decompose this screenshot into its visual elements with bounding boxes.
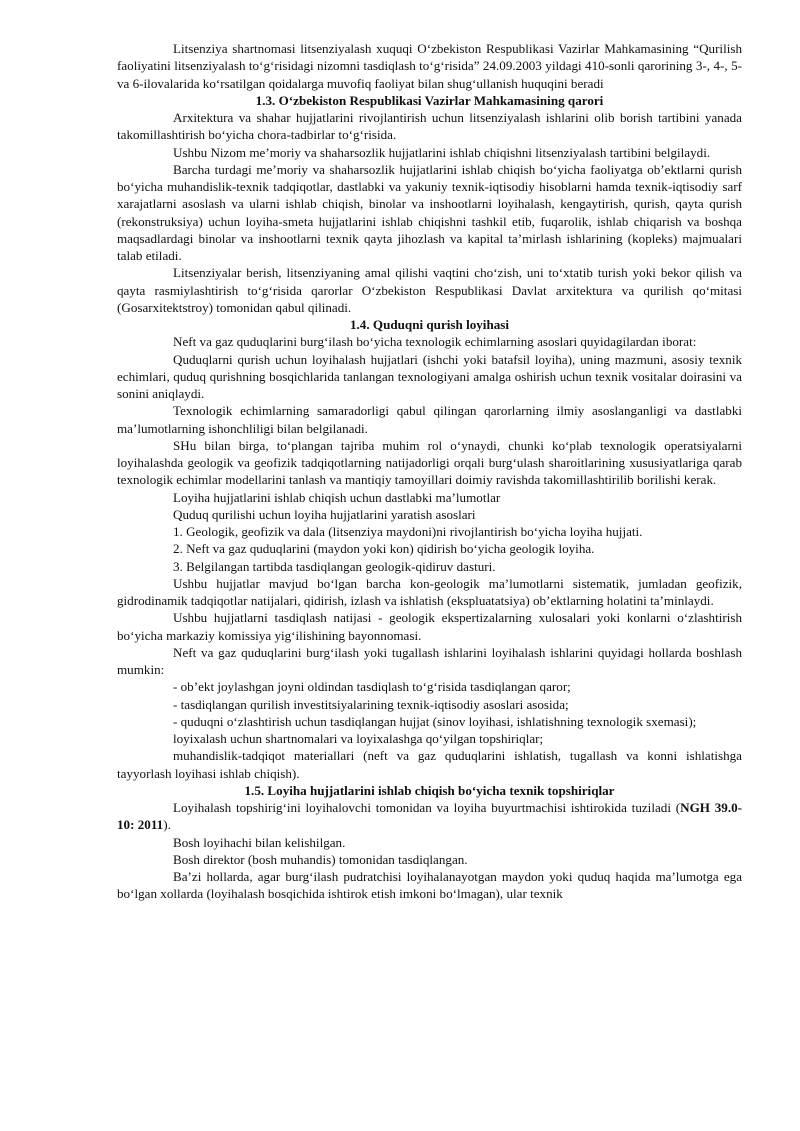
paragraph: Bosh loyihachi bilan kelishilgan. (173, 834, 346, 850)
list-item: - ob’ekt joylashgan joyni oldindan tasdiqlash to‘g‘risida tasdiqlangan qaror; (173, 679, 571, 695)
paragraph: SHu bilan birga, to‘plangan tajriba muhim rol o‘ynaydi, chunki ko‘plab texnologik operatsiyalarni loyihalashda geologik va geofizik tadqiqotlarning natijadorligi orqali burg‘ulash sharoitlarining xususiyatlariga qarab texnologik echimlar modellarini tanlash va mantiqiy tamoyillari doimiy ravishda takomillashtirilib borilishi kerak. (117, 437, 742, 488)
paragraph: Litsenziyalar berish, litsenziyaning amal qilishi vaqtini cho‘zish, uni to‘xtatib turish yoki bekor qilish va qayta rasmiylashtirish to‘g‘risida qarorlar O‘zbekiston Respublikasi Davlat arxitektura va qurilish qo‘mitasi (Gosarxitektstroy) tomonidan qabul qilinadi. (117, 265, 742, 315)
paragraph: Texnologik echimlarning samaradorligi qabul qilingan qarorlarning ilmiy asoslanganligi va dastlabki ma’lumotlarning ishonchliligi bilan belgilanadi. (117, 403, 742, 436)
paragraph: Barcha turdagi me’moriy va shaharsozlik hujjatlarini ishlab chiqish bo‘yicha faoliyatga ob’ektlarni qurish bo‘yicha muhandislik-texnik tadqiqotlar, dastlabki va yakuniy texnik-iqtisodiy hisoblarni hamda texnik-iqtisodiy sarf xarajatlarni asoslash va ularni ishlab chiqish, binolar va inshootlarni loyihalash, kengaytirish, qurish, qayta qurish (rekonstruksiya) uchun loyiha-smeta hujjatlarini ishlab chiqishni tashkil etib, fuqarolik, ishlab chiqarish va boshqa maqsadlardagi binolar va inshootlarni texnik qayta jihozlash va kapital ta’mirlash ishlarining (kopleks) majmualari talab etiladi. (117, 161, 742, 263)
list-item: 1. Geologik, geofizik va dala (litsenziya maydoni)ni rivojlantirish bo‘yicha loyiha hujjati. (173, 524, 643, 539)
paragraph: Quduq qurilishi uchun loyiha hujjatlarini yaratish asoslari (173, 506, 476, 522)
paragraph: muhandislik-tadqiqot materiallari (neft va gaz quduqlarini ishlatish, tugallash va konni ishlatishga tayyorlash loyihasi ishlab chiqish). (117, 748, 742, 781)
paragraph: Arxitektura va shahar hujjatlarini rivojlantirish uchun litsenziyalash ishlarini olib borish tartibini yanada takomillashtirish bo‘yicha chora-tadbirlar to‘g‘risida. (117, 110, 742, 143)
paragraph (117, 799, 742, 834)
paragraph: Neft va gaz quduqlarini burg‘ilash bo‘yicha texnologik echimlarning asoslari quyidagilardan iborat: (173, 334, 697, 350)
paragraph: Ushbu hujjatlar mavjud bo‘lgan barcha kon-geologik ma’lumotlarni sistematik, jumladan geofizik, gidrodinamik tadqiqotlar natijalari, qidirish, izlash va ishlatish (ekspluatatsiya) ob’ektlarning holatini ta’minlaydi. (117, 575, 742, 608)
paragraph: Quduqlarni qurish uchun loyihalash hujjatlari (ishchi yoki batafsil loyiha), uning mazmuni, asosiy texnik echimlari, quduq qurishning bosqichlarida tanlangan texnologiyani amalga oshirish uchun texnik vositalar doirasini va sonini aniqlaydi. (117, 351, 742, 401)
paragraph: Ba’zi hollarda, agar burg‘ilash pudratchisi loyihalanayotgan maydon yoki quduq haqida ma’lumotga ega bo‘lgan xollarda (loyihalash bosqichida ishtirok etish imkoni bo‘lmagan), ular texnik (117, 869, 742, 902)
standard-reference: NGH 39.0-10: 2011 (117, 800, 742, 833)
list-item: - tasdiqlangan qurilish investitsiyalarining texnik-iqtisodiy asoslari asosida; (173, 696, 569, 712)
paragraph: Neft va gaz quduqlarini burg‘ilash yoki tugallash ishlarini loyihalash ishlarini quyidagi hollarda boshlash mumkin: (117, 644, 742, 677)
paragraph-text: Loyihalash topshirig‘ini loyihalovchi tomonidan va loyiha buyurtmachisi ishtirokida tuziladi ( (173, 800, 681, 815)
paragraph: loyixalash uchun shartnomalari va loyixalashga qo‘yilgan topshiriqlar; (173, 731, 544, 746)
paragraph: Ushbu Nizom me’moriy va shaharsozlik hujjatlarini ishlab chiqishni litsenziyalash tartibini belgilaydi. (173, 144, 711, 160)
paragraph: Bosh direktor (bosh muhandis) tomonidan tasdiqlangan. (173, 851, 468, 867)
paragraph: Ushbu hujjatlarni tasdiqlash natijasi - geologik ekspertizalarning xulosalari yoki konlarni o‘zlashtirish bo‘yicha markaziy komissiya yig‘ilishining bayonnomasi. (117, 610, 742, 643)
paragraph: Loyiha hujjatlarini ishlab chiqish uchun dastlabki ma’lumotlar (173, 489, 501, 505)
list-item: 3. Belgilangan tartibda tasdiqlangan geologik-qidiruv dasturi. (173, 558, 496, 574)
section-heading: 1.5. Loyiha hujjatlarini ishlab chiqish bo‘yicha texnik topshiriqlar (244, 782, 615, 798)
paragraph: Litsenziya shartnomasi litsenziyalash xuquqi O‘zbekiston Respublikasi Vazirlar Mahkamasining “Qurilish faoliyatini litsenziyalash to‘g‘risidagi nizomni tasdiqlash to‘g‘risida” 24.09.2003 yildagi 410-sonli qarorining 3-, 4-, 5- va 6-ilovalarida ko‘rsatilgan qoidalarga muvofiq faoliyat bilan shug‘ullanish huquqini beradi (117, 41, 742, 91)
list-item: - quduqni o‘zlashtirish uchun tasdiqlangan hujjat (sinov loyihasi, ishlatishning texnologik sxemasi); (173, 713, 697, 729)
section-heading: 1.4. Quduqni qurish loyihasi (349, 317, 510, 332)
section-heading: 1.3. O‘zbekiston Respublikasi Vazirlar Mahkamasining qarori (255, 92, 604, 108)
paragraph-text-end: ). (163, 817, 171, 833)
list-item: 2. Neft va gaz quduqlarini (maydon yoki kon) qidirish bo‘yicha geologik loyiha. (173, 541, 595, 557)
